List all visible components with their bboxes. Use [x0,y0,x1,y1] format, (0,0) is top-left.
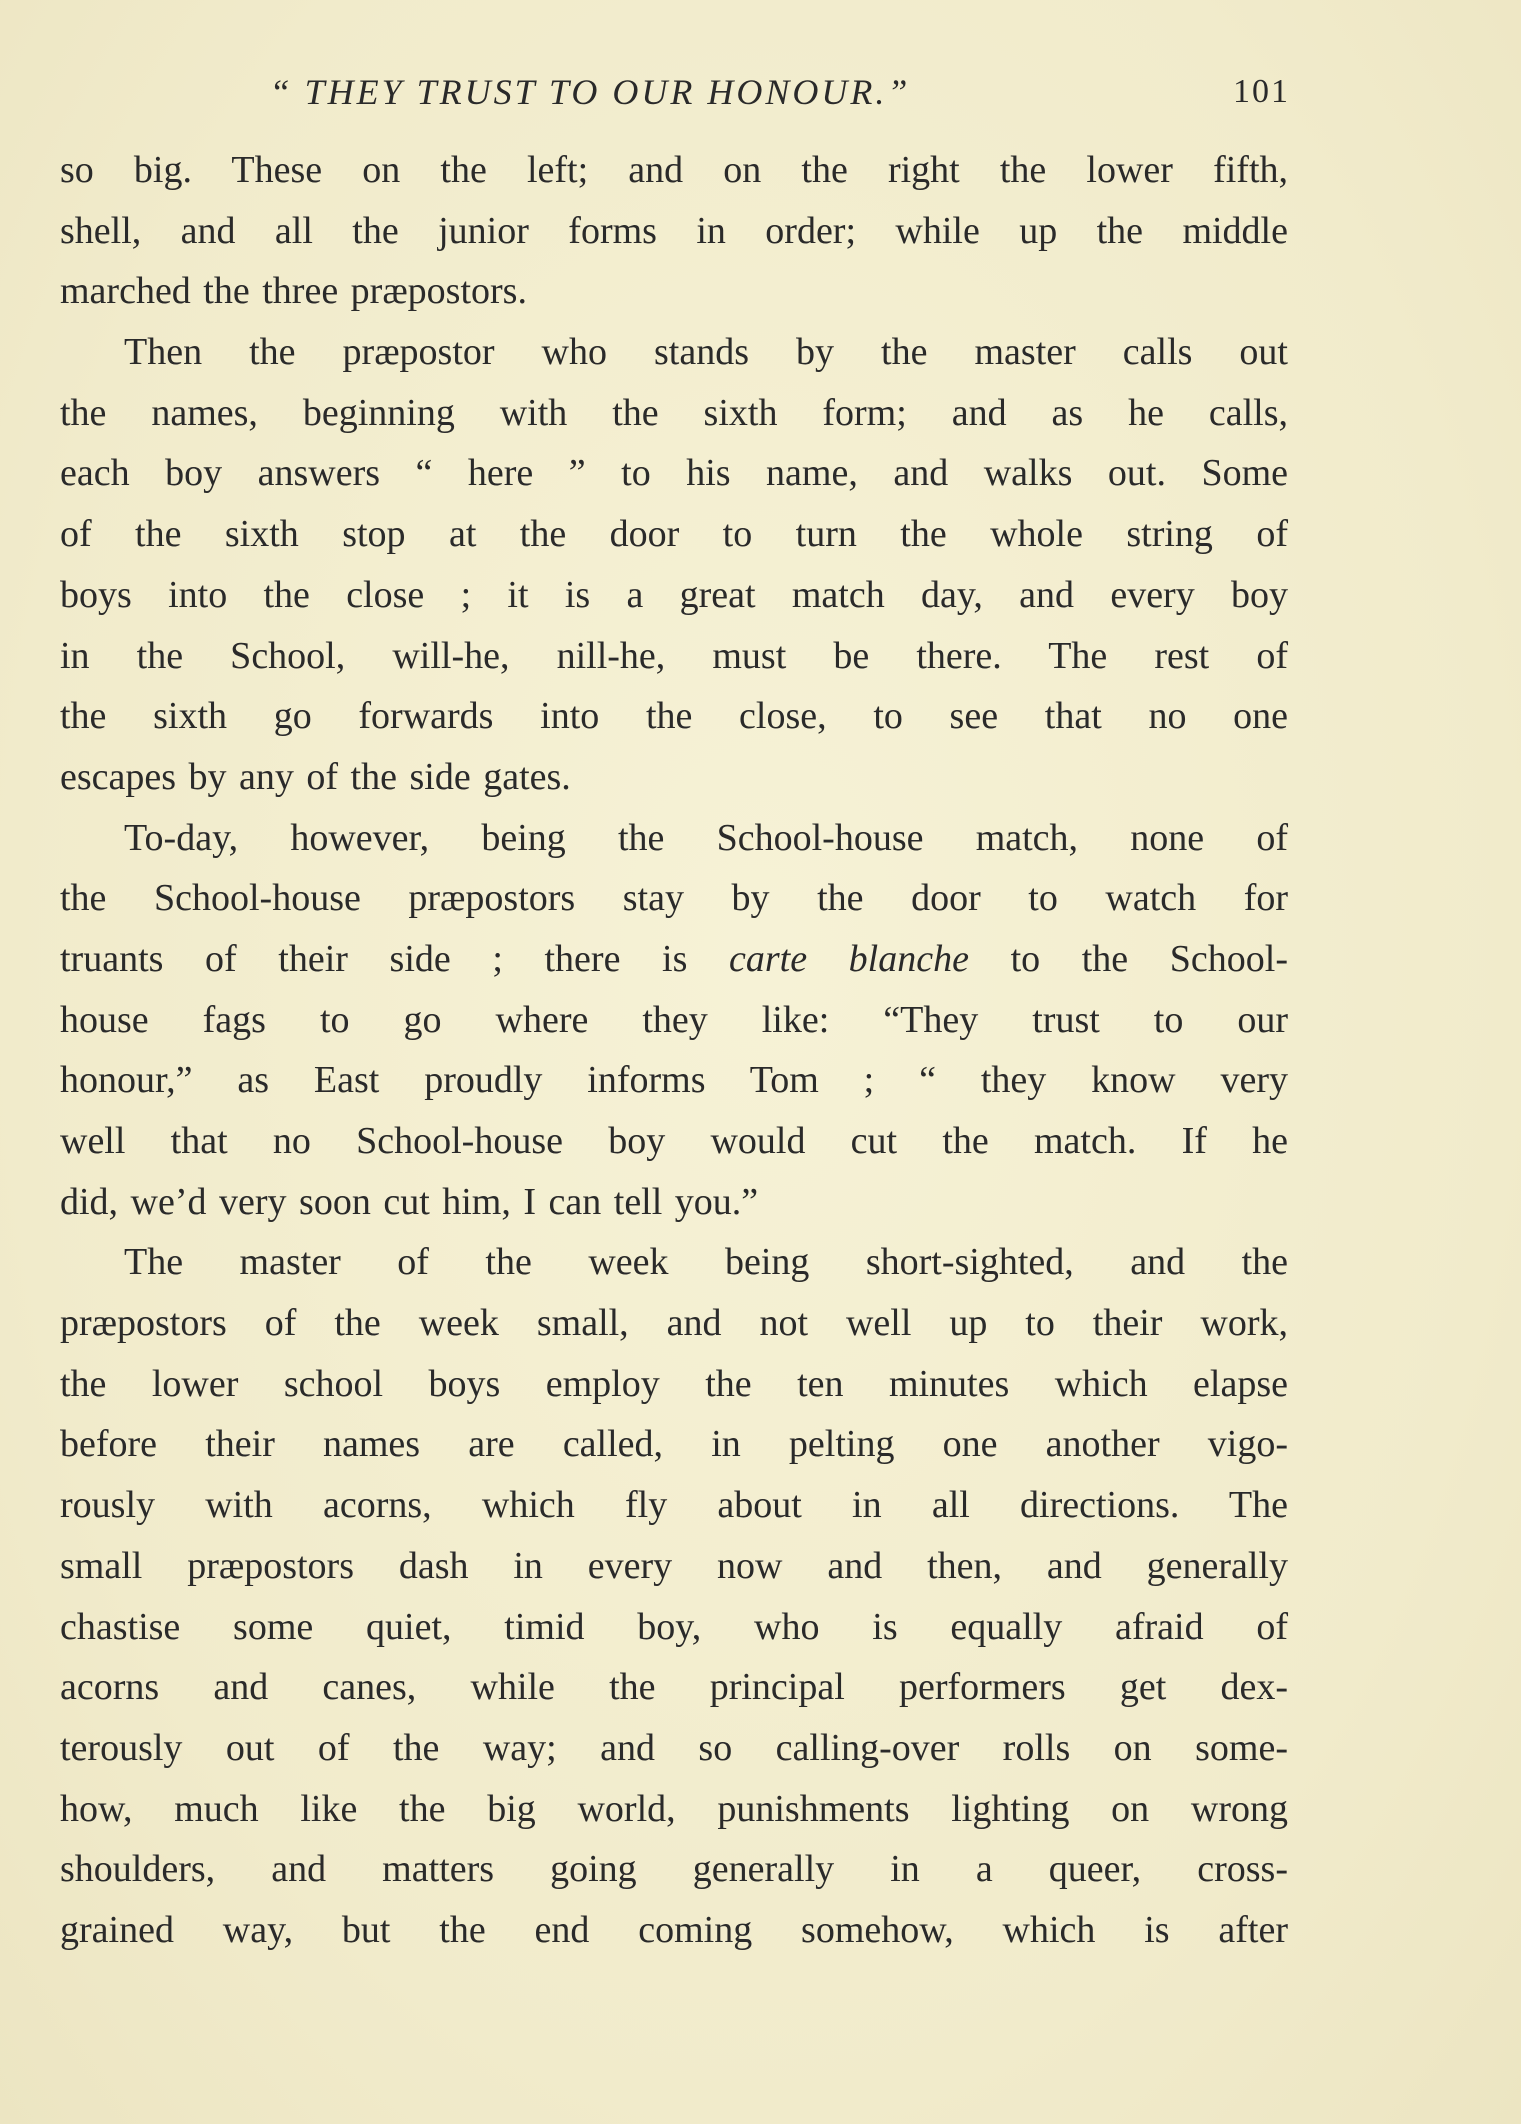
text-line: chastise some quiet, timid boy, who is equally afraid of [60,1605,1288,1648]
text-line: acorns and canes, while the principal performers get dex- [60,1666,1288,1709]
text-line: rously with acorns, which fly about in all directions. The [60,1484,1288,1527]
text-line: the School-house præpostors stay by the door to watch for [60,877,1288,920]
page-number: 101 [1233,73,1290,110]
text-line: the sixth go forwards into the close, to see that no one [60,695,1288,738]
text-line: before their names are called, in pelting one another vigo- [60,1423,1288,1466]
text-segment: truants of their side ; there is [60,937,729,980]
text-line: of the sixth stop at the door to turn the whole string of [60,513,1288,556]
text-line: The master of the week being short-sighted, and the [124,1241,1288,1284]
text-line: in the School, will-he, nill-he, must be there. The rest of [60,634,1288,677]
text-line: boys into the close ; it is a great match day, and every boy [60,573,1288,616]
text-line: To-day, however, being the School-house match, none of [124,816,1288,859]
text-line: how, much like the big world, punishments lighting on wrong [60,1787,1288,1830]
text-line: præpostors of the week small, and not well up to their work, [60,1302,1288,1345]
text-line: small præpostors dash in every now and then, and generally [60,1544,1288,1587]
text-line: grained way, but the end coming somehow, which is after [60,1908,1288,1951]
text-line: the names, beginning with the sixth form; and as he calls, [60,391,1288,434]
text-line: so big. These on the left; and on the right the lower fifth, [60,149,1288,191]
running-title: “ THEY TRUST TO OUR HONOUR.” [269,72,911,112]
text-line: marched the three præpostors. [60,270,527,313]
text-line: shell, and all the junior forms in order; while up the middle [60,209,1288,252]
text-line: Then the præpostor who stands by the master calls out [124,331,1288,374]
text-line: each boy answers “ here ” to his name, and walks out. Some [60,452,1288,495]
text-line: did, we’d very soon cut him, I can tell you.” [60,1180,759,1223]
text-line: shoulders, and matters going generally in a queer, cross- [60,1848,1288,1891]
text-line-with-italic [60,929,1288,990]
text-line: house fags to go where they like: “They trust to our [60,998,1288,1041]
italic-phrase: carte blanche [729,937,969,980]
text-line: escapes by any of the side gates. [60,755,571,798]
text-line: well that no School-house boy would cut the match. If he [60,1120,1288,1162]
text-line: terously out of the way; and so calling-over rolls on some- [60,1726,1288,1769]
text-segment: to the School- [968,937,1288,980]
body-text [60,140,1288,1961]
text-line: honour,” as East proudly informs Tom ; “ they know very [60,1059,1288,1102]
running-head [60,62,1290,122]
text-line: the lower school boys employ the ten minutes which elapse [60,1362,1288,1405]
